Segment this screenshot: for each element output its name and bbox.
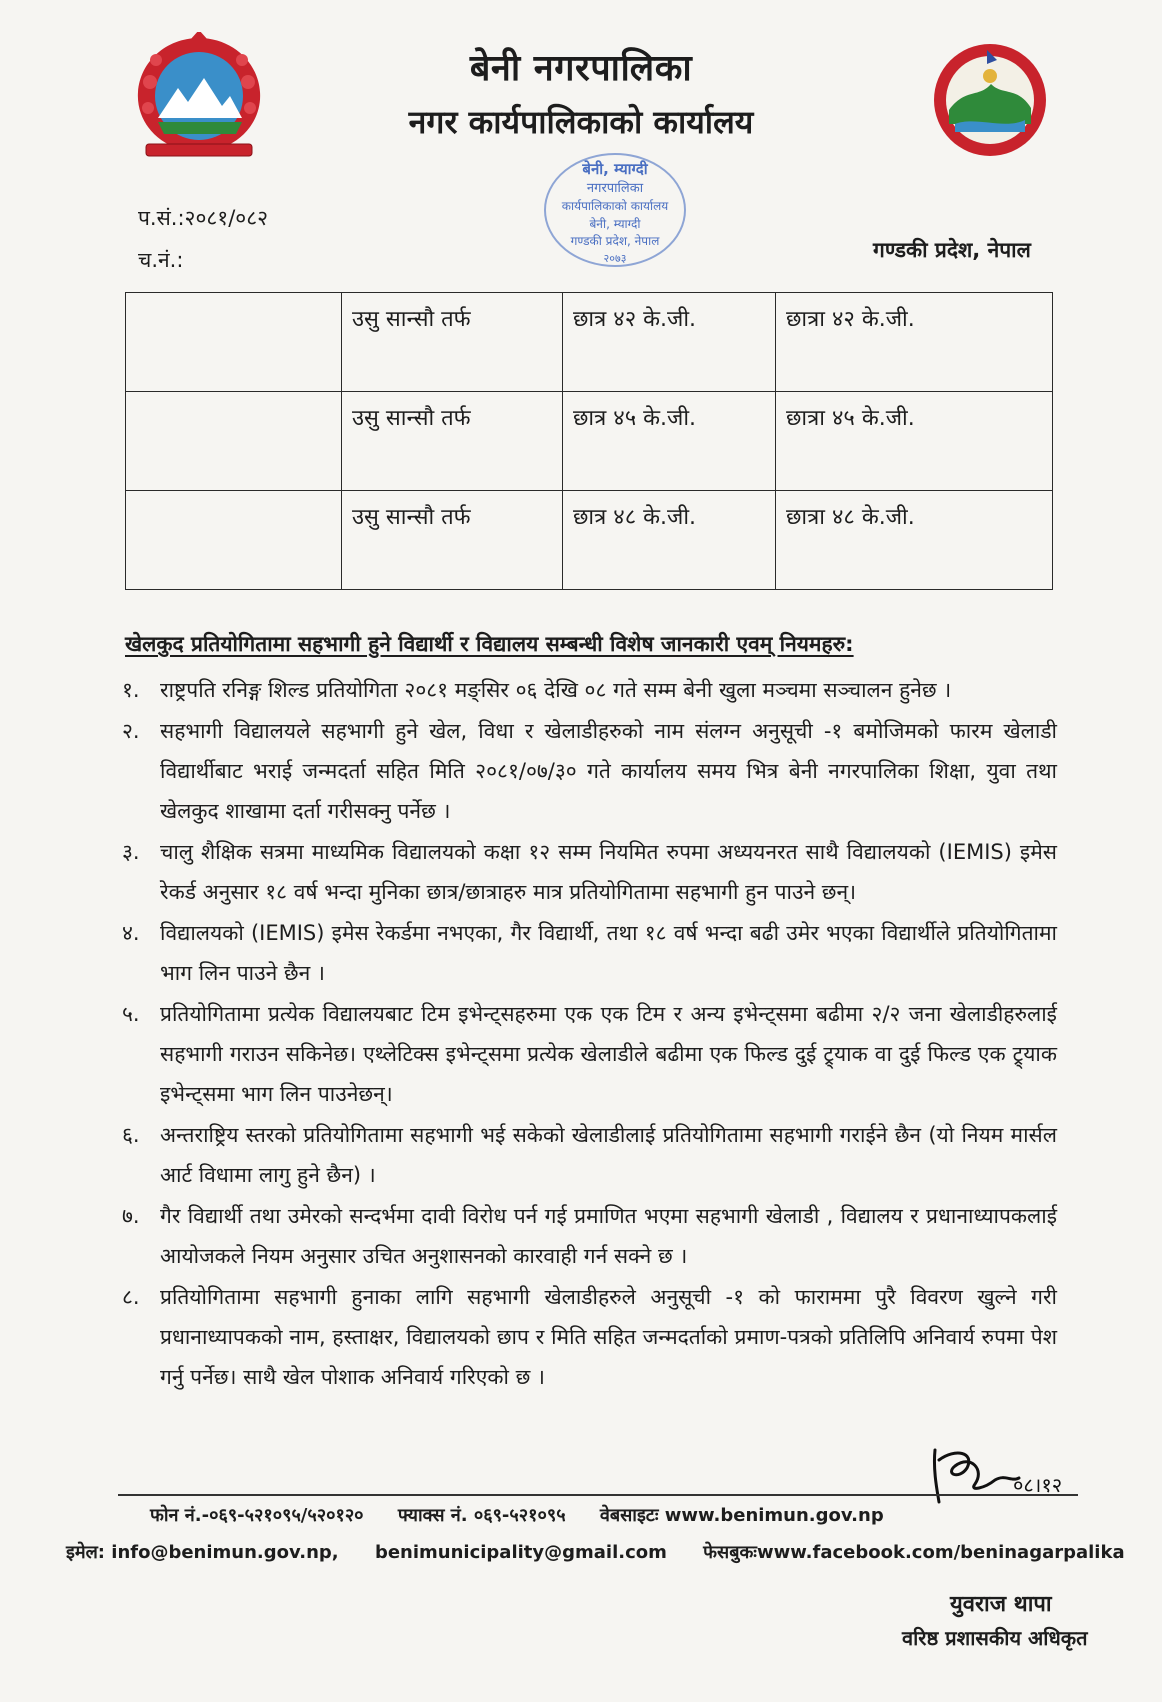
office-name: बेनी नगरपालिका (469, 48, 693, 89)
rule-number: ३. (122, 840, 140, 864)
rule-item (122, 1115, 1057, 1195)
weight-category-table (125, 292, 1053, 590)
table-cell-boys: छात्र ४५ के.जी. (563, 392, 776, 491)
stamp-line-6: २०७३ (603, 252, 627, 265)
footer-fax: फ्याक्स नं. ०६९-५२१०९५ (397, 1505, 566, 1526)
table-row (126, 392, 1053, 491)
rule-number: ४. (122, 921, 140, 945)
rule-item (122, 994, 1057, 1114)
signer-title: वरिष्ठ प्रशासकीय अधिकृत (902, 1626, 1088, 1650)
rule-item (122, 913, 1057, 993)
rule-item (122, 711, 1057, 831)
rule-item (122, 1277, 1057, 1397)
table-cell-empty (126, 491, 342, 590)
table-cell-event: उसु सान्सौ तर्फ (342, 293, 563, 392)
rules-list (122, 670, 1057, 1398)
signer-name: युवराज थापा (950, 1592, 1052, 1617)
dispatch-number: च.नं.: (138, 248, 184, 272)
table-cell-girls: छात्रा ४५ के.जी. (776, 392, 1053, 491)
rule-number: ७. (122, 1204, 140, 1228)
stamp-line-3: कार्यपालिकाको कार्यालय (561, 199, 669, 213)
rule-number: ६. (122, 1123, 140, 1147)
office-subtitle: नगर कार्यपालिकाको कार्यालय (408, 103, 754, 141)
stamp-line-4: बेनी, म्याग्दी (589, 217, 641, 231)
rule-number: ८. (122, 1285, 140, 1309)
table-cell-empty (126, 392, 342, 491)
province-label: गण्डकी प्रदेश, नेपाल (873, 238, 1031, 262)
footer-online-line (66, 1540, 1155, 1564)
table-cell-boys: छात्र ४८ के.जी. (563, 491, 776, 590)
rule-number: २. (122, 719, 140, 743)
table-cell-girls: छात्रा ४८ के.जी. (776, 491, 1053, 590)
footer-contact-line (150, 1503, 912, 1527)
footer-phone: फोन नं.-०६९-५२१०९५/५२०१२० (150, 1505, 364, 1526)
handwritten-signature (915, 1440, 1095, 1510)
stamp-line-1: बेनी, म्याग्दी (582, 160, 648, 178)
footer-gmail: benimunicipality@gmail.com (374, 1542, 667, 1563)
table-row (126, 293, 1053, 392)
table-cell-girls: छात्रा ४२ के.जी. (776, 293, 1053, 392)
rule-text: अन्तराष्ट्रिय स्तरको प्रतियोगितामा सहभागी भई सकेको खेलाडीलाई प्रतियोगितामा सहभागी गराईने छैन (यो नियम मार्सल आर्ट विधामा लागु हुने छैन) । (160, 1123, 1057, 1187)
signature-date: ०८।१२ (1013, 1473, 1063, 1497)
rule-text: प्रतियोगितामा सहभागी हुनाका लागि सहभागी खेलाडीहरुले अनुसूची -१ को फाराममा पुरै विवरण खुल्ने गरी प्रधानाध्यापकको नाम, हस्ताक्षर, विद्यालयको छाप र मिति सहित जन्मदर्ताको प्रमाण-पत्रको प्रतिलिपि अनिवार्य रुपमा पेश गर्नु पर्नेछ। साथै खेल पोशाक अनिवार्य गरिएको छ । (160, 1285, 1057, 1389)
table-cell-event: उसु सान्सौ तर्फ (342, 392, 563, 491)
rule-number: ५. (122, 1002, 140, 1026)
rule-item (122, 670, 1057, 710)
table-cell-boys: छात्र ४२ के.जी. (563, 293, 776, 392)
table-row (126, 491, 1053, 590)
rule-text: प्रतियोगितामा प्रत्येक विद्यालयबाट टिम इभेन्ट्सहरुमा एक एक टिम र अन्य इभेन्ट्समा बढीमा २/२ जना खेलाडीहरुलाई सहभागी गराउन सकिनेछ। एथ्लेटिक्स इभेन्ट्समा प्रत्येक खेलाडीले बढीमा एक फिल्ड दुई ट्र्याक वा दुई फिल्ड एक ट्र्याक इभेन्ट्समा भाग लिन पाउनेछन्। (160, 1002, 1057, 1106)
rule-text: राष्ट्रपति रनिङ्ग शिल्ड प्रतियोगिता २०८१ मङ्सिर ०६ देखि ०८ गते सम्म बेनी खुला मञ्चमा सञ्चालन हुनेछ । (160, 678, 952, 702)
footer-website: वेबसाइटः www.benimun.gov.np (599, 1505, 884, 1526)
stamp-line-2: नगरपालिका (586, 181, 644, 196)
rule-item (122, 832, 1057, 912)
rule-item (122, 1196, 1057, 1276)
table-cell-empty (126, 293, 342, 392)
rule-text: सहभागी विद्यालयले सहभागी हुने खेल, विधा र खेलाडीहरुको नाम संलग्न अनुसूची -१ बमोजिमको फारम खेलाडी विद्यार्थीबाट भराई जन्मदर्ता सहित मिति २०८१/०७/३० गते कार्यालय समय भित्र बेनी नगरपालिका शिक्षा, युवा तथा खेलकुद शाखामा दर्ता गरीसक्नु पर्नेछ । (160, 719, 1057, 823)
rules-heading: खेलकुद प्रतियोगितामा सहभागी हुने विद्यार्थी र विद्यालय सम्बन्धी विशेष जानकारी एवम् नियमहरु: (125, 632, 854, 656)
footer-facebook: फेसबुकःwww.facebook.com/beninagarpalika (703, 1542, 1125, 1563)
rule-text: विद्यालयको (IEMIS) इमेस रेकर्डमा नभएका, गैर विद्यार्थी, तथा १८ वर्ष भन्दा बढी उमेर भएका विद्यार्थीले प्रतियोगितामा भाग लिन पाउने छैन । (160, 921, 1057, 985)
rule-text: चालु शैक्षिक सत्रमा माध्यमिक विद्यालयको कक्षा १२ सम्म नियमित रुपमा अध्ययनरत साथै विद्यालयको (IEMIS) इमेस रेकर्ड अनुसार १८ वर्ष भन्दा मुनिका छात्र/छात्राहरु मात्र प्रतियोगितामा सहभागी हुन पाउने छन्। (160, 840, 1057, 904)
rule-number: १. (122, 678, 140, 702)
table-cell-event: उसु सान्सौ तर्फ (342, 491, 563, 590)
footer-divider (118, 1494, 1078, 1496)
reference-number: प.सं.:२०८१/०८२ (138, 206, 269, 230)
official-stamp (530, 148, 700, 278)
stamp-line-5: गण्डकी प्रदेश, नेपाल (570, 234, 660, 248)
footer-email: इमेल: info@benimun.gov.np, (66, 1542, 339, 1563)
rule-text: गैर विद्यार्थी तथा उमेरको सन्दर्भमा दावी विरोध पर्न गई प्रमाणित भएमा सहभागी खेलाडी , विद्यालय र प्रधानाध्यापकलाई आयोजकले नियम अनुसार उचित अनुशासनको कारवाही गर्न सक्ने छ । (160, 1204, 1057, 1268)
